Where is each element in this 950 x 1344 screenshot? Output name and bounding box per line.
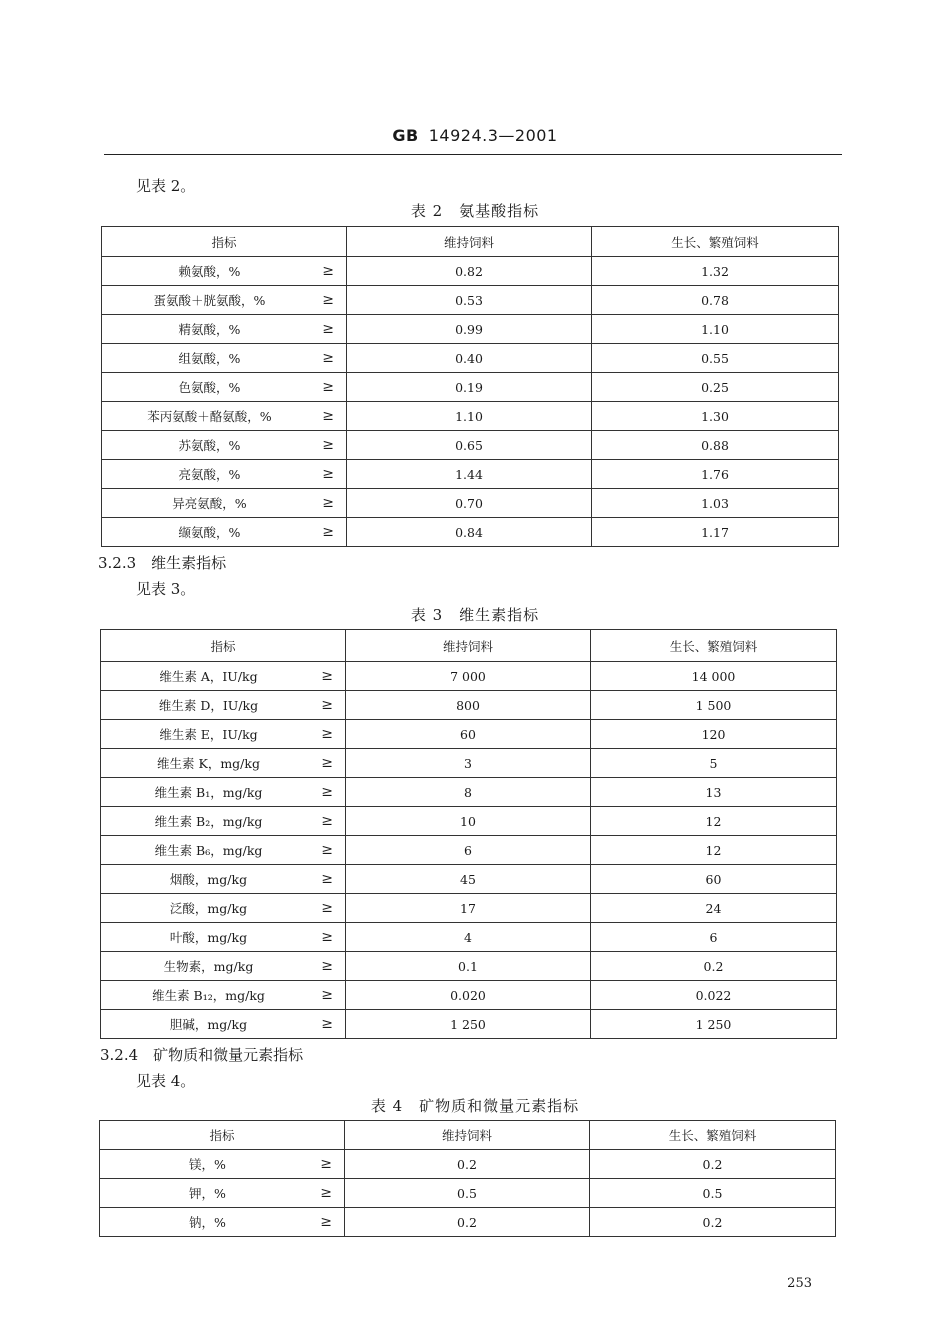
indicator-cell bbox=[100, 1208, 345, 1237]
column-header: 维持饲料 bbox=[347, 227, 592, 257]
comparison-operator: ≥ bbox=[321, 784, 333, 800]
indicator-cell bbox=[101, 778, 346, 807]
table-row bbox=[101, 662, 837, 691]
column-header: 指标 bbox=[101, 630, 346, 662]
table2-caption: 表 2 氨基酸指标 bbox=[410, 202, 540, 220]
comparison-operator: ≥ bbox=[321, 987, 333, 1003]
growth-breeding-feed-value: 12 bbox=[591, 836, 837, 865]
maintenance-feed-value: 0.82 bbox=[347, 257, 592, 286]
table-row bbox=[102, 460, 839, 489]
page-number: 253 bbox=[787, 1276, 812, 1291]
growth-breeding-feed-value: 12 bbox=[591, 807, 837, 836]
growth-breeding-feed-value: 1 250 bbox=[591, 1010, 837, 1039]
indicator-cell bbox=[102, 344, 347, 373]
indicator-name: 钾，% bbox=[189, 1186, 226, 1201]
maintenance-feed-value: 0.19 bbox=[347, 373, 592, 402]
indicator-name: 维生素 E，IU/kg bbox=[159, 727, 258, 742]
table3-caption: 表 3 维生素指标 bbox=[410, 606, 540, 624]
comparison-operator: ≥ bbox=[322, 292, 334, 308]
comparison-operator: ≥ bbox=[321, 842, 333, 858]
indicator-name: 苏氨酸，% bbox=[178, 438, 241, 453]
table-row bbox=[102, 344, 839, 373]
indicator-name: 泛酸，mg/kg bbox=[169, 901, 248, 916]
indicator-cell bbox=[102, 518, 347, 547]
column-header: 生长、繁殖饲料 bbox=[590, 1121, 836, 1150]
indicator-cell bbox=[102, 257, 347, 286]
maintenance-feed-value: 7 000 bbox=[346, 662, 591, 691]
comparison-operator: ≥ bbox=[322, 263, 334, 279]
table-header-row bbox=[101, 630, 837, 662]
comparison-operator: ≥ bbox=[321, 958, 333, 974]
column-header: 指标 bbox=[102, 227, 347, 257]
table-row bbox=[101, 778, 837, 807]
indicator-cell bbox=[101, 807, 346, 836]
growth-breeding-feed-value: 6 bbox=[591, 923, 837, 952]
table-row bbox=[101, 691, 837, 720]
indicator-cell bbox=[101, 894, 346, 923]
table-row bbox=[101, 749, 837, 778]
page-header bbox=[0, 126, 950, 145]
indicator-name: 维生素 A，IU/kg bbox=[159, 669, 258, 684]
indicator-name: 组氨酸，% bbox=[178, 351, 241, 366]
comparison-operator: ≥ bbox=[321, 755, 333, 771]
indicator-name: 色氨酸，% bbox=[178, 380, 241, 395]
table-row bbox=[101, 836, 837, 865]
comparison-operator: ≥ bbox=[321, 813, 333, 829]
maintenance-feed-value: 45 bbox=[346, 865, 591, 894]
indicator-cell bbox=[101, 1010, 346, 1039]
maintenance-feed-value: 1 250 bbox=[346, 1010, 591, 1039]
table-row bbox=[101, 865, 837, 894]
column-header: 维持饲料 bbox=[346, 630, 591, 662]
indicator-name: 蛋氨酸＋胱氨酸，% bbox=[153, 293, 266, 308]
indicator-name: 精氨酸，% bbox=[178, 322, 241, 337]
table-row bbox=[102, 402, 839, 431]
maintenance-feed-value: 0.40 bbox=[347, 344, 592, 373]
indicator-name: 维生素 D，IU/kg bbox=[158, 698, 259, 713]
standard-number: 14924.3—2001 bbox=[428, 126, 558, 145]
table-row bbox=[101, 981, 837, 1010]
table4-caption: 表 4 矿物质和微量元素指标 bbox=[370, 1097, 580, 1115]
maintenance-feed-value: 3 bbox=[346, 749, 591, 778]
table4-reference: 见表 4。 bbox=[136, 1072, 196, 1090]
growth-breeding-feed-value: 5 bbox=[591, 749, 837, 778]
comparison-operator: ≥ bbox=[320, 1185, 332, 1201]
maintenance-feed-value: 0.020 bbox=[346, 981, 591, 1010]
indicator-name: 生物素，mg/kg bbox=[163, 959, 254, 974]
indicator-name: 钠，% bbox=[189, 1215, 226, 1230]
amino-acid-table bbox=[101, 226, 839, 547]
indicator-name: 烟酸，mg/kg bbox=[169, 872, 248, 887]
table-row bbox=[101, 923, 837, 952]
section-3-2-3-heading: 3.2.3 维生素指标 bbox=[98, 554, 227, 572]
maintenance-feed-value: 0.1 bbox=[346, 952, 591, 981]
maintenance-feed-value: 0.70 bbox=[347, 489, 592, 518]
table3-reference: 见表 3。 bbox=[136, 580, 196, 598]
table-row bbox=[101, 807, 837, 836]
maintenance-feed-value: 60 bbox=[346, 720, 591, 749]
table-row bbox=[101, 720, 837, 749]
indicator-name: 维生素 B₁，mg/kg bbox=[154, 785, 263, 800]
table-row bbox=[101, 1010, 837, 1039]
maintenance-feed-value: 0.2 bbox=[345, 1208, 590, 1237]
maintenance-feed-value: 0.53 bbox=[347, 286, 592, 315]
comparison-operator: ≥ bbox=[320, 1156, 332, 1172]
maintenance-feed-value: 1.44 bbox=[347, 460, 592, 489]
growth-breeding-feed-value: 1.76 bbox=[592, 460, 839, 489]
indicator-cell bbox=[101, 923, 346, 952]
maintenance-feed-value: 800 bbox=[346, 691, 591, 720]
growth-breeding-feed-value: 0.2 bbox=[590, 1208, 836, 1237]
table-row bbox=[102, 373, 839, 402]
growth-breeding-feed-value: 13 bbox=[591, 778, 837, 807]
indicator-name: 镁，% bbox=[189, 1157, 226, 1172]
growth-breeding-feed-value: 24 bbox=[591, 894, 837, 923]
growth-breeding-feed-value: 1.17 bbox=[592, 518, 839, 547]
indicator-cell bbox=[101, 662, 346, 691]
comparison-operator: ≥ bbox=[322, 437, 334, 453]
indicator-cell bbox=[102, 315, 347, 344]
comparison-operator: ≥ bbox=[322, 524, 334, 540]
indicator-cell bbox=[101, 749, 346, 778]
table-row bbox=[102, 518, 839, 547]
indicator-name: 维生素 B₁₂，mg/kg bbox=[152, 988, 265, 1003]
table2-reference: 见表 2。 bbox=[136, 177, 196, 195]
maintenance-feed-value: 17 bbox=[346, 894, 591, 923]
table-row bbox=[102, 315, 839, 344]
section-3-2-4-heading: 3.2.4 矿物质和微量元素指标 bbox=[100, 1046, 304, 1064]
table-row bbox=[102, 431, 839, 460]
comparison-operator: ≥ bbox=[322, 379, 334, 395]
table-row bbox=[100, 1179, 836, 1208]
table-row bbox=[101, 952, 837, 981]
maintenance-feed-value: 8 bbox=[346, 778, 591, 807]
indicator-cell bbox=[102, 431, 347, 460]
indicator-name: 维生素 B₆，mg/kg bbox=[154, 843, 263, 858]
indicator-cell bbox=[102, 460, 347, 489]
indicator-cell bbox=[102, 402, 347, 431]
growth-breeding-feed-value: 1.32 bbox=[592, 257, 839, 286]
maintenance-feed-value: 4 bbox=[346, 923, 591, 952]
indicator-name: 维生素 K，mg/kg bbox=[157, 756, 260, 771]
comparison-operator: ≥ bbox=[322, 350, 334, 366]
comparison-operator: ≥ bbox=[322, 466, 334, 482]
growth-breeding-feed-value: 60 bbox=[591, 865, 837, 894]
growth-breeding-feed-value: 1.10 bbox=[592, 315, 839, 344]
growth-breeding-feed-value: 0.55 bbox=[592, 344, 839, 373]
growth-breeding-feed-value: 14 000 bbox=[591, 662, 837, 691]
indicator-cell bbox=[100, 1179, 345, 1208]
indicator-name: 亮氨酸，% bbox=[178, 467, 241, 482]
growth-breeding-feed-value: 1.03 bbox=[592, 489, 839, 518]
indicator-cell bbox=[100, 1150, 345, 1179]
comparison-operator: ≥ bbox=[322, 495, 334, 511]
indicator-name: 苯丙氨酸＋酪氨酸，% bbox=[147, 409, 272, 424]
growth-breeding-feed-value: 0.2 bbox=[591, 952, 837, 981]
table-row bbox=[102, 489, 839, 518]
table-header-row bbox=[102, 227, 839, 257]
comparison-operator: ≥ bbox=[321, 1016, 333, 1032]
comparison-operator: ≥ bbox=[320, 1214, 332, 1230]
table-row bbox=[100, 1150, 836, 1179]
indicator-name: 维生素 B₂，mg/kg bbox=[154, 814, 263, 829]
indicator-cell bbox=[102, 373, 347, 402]
comparison-operator: ≥ bbox=[322, 321, 334, 337]
table-header-row bbox=[100, 1121, 836, 1150]
column-header: 生长、繁殖饲料 bbox=[591, 630, 837, 662]
growth-breeding-feed-value: 0.25 bbox=[592, 373, 839, 402]
comparison-operator: ≥ bbox=[321, 726, 333, 742]
growth-breeding-feed-value: 0.2 bbox=[590, 1150, 836, 1179]
column-header: 指标 bbox=[100, 1121, 345, 1150]
table-row bbox=[100, 1208, 836, 1237]
comparison-operator: ≥ bbox=[321, 871, 333, 887]
comparison-operator: ≥ bbox=[321, 900, 333, 916]
growth-breeding-feed-value: 0.88 bbox=[592, 431, 839, 460]
maintenance-feed-value: 6 bbox=[346, 836, 591, 865]
growth-breeding-feed-value: 120 bbox=[591, 720, 837, 749]
maintenance-feed-value: 0.99 bbox=[347, 315, 592, 344]
table-row bbox=[102, 257, 839, 286]
standard-prefix: GB bbox=[392, 126, 419, 145]
comparison-operator: ≥ bbox=[322, 408, 334, 424]
indicator-cell bbox=[102, 286, 347, 315]
growth-breeding-feed-value: 0.5 bbox=[590, 1179, 836, 1208]
maintenance-feed-value: 1.10 bbox=[347, 402, 592, 431]
comparison-operator: ≥ bbox=[321, 929, 333, 945]
vitamin-table bbox=[100, 629, 837, 1039]
growth-breeding-feed-value: 1.30 bbox=[592, 402, 839, 431]
comparison-operator: ≥ bbox=[321, 697, 333, 713]
indicator-name: 异亮氨酸，% bbox=[172, 496, 247, 511]
maintenance-feed-value: 10 bbox=[346, 807, 591, 836]
indicator-cell bbox=[101, 952, 346, 981]
indicator-name: 赖氨酸，% bbox=[178, 264, 241, 279]
growth-breeding-feed-value: 0.78 bbox=[592, 286, 839, 315]
column-header: 生长、繁殖饲料 bbox=[592, 227, 839, 257]
indicator-cell bbox=[101, 691, 346, 720]
growth-breeding-feed-value: 1 500 bbox=[591, 691, 837, 720]
indicator-name: 叶酸，mg/kg bbox=[169, 930, 248, 945]
comparison-operator: ≥ bbox=[321, 668, 333, 684]
column-header: 维持饲料 bbox=[345, 1121, 590, 1150]
growth-breeding-feed-value: 0.022 bbox=[591, 981, 837, 1010]
mineral-table bbox=[99, 1120, 836, 1237]
header-rule bbox=[104, 154, 842, 155]
maintenance-feed-value: 0.2 bbox=[345, 1150, 590, 1179]
table-row bbox=[102, 286, 839, 315]
maintenance-feed-value: 0.5 bbox=[345, 1179, 590, 1208]
indicator-cell bbox=[102, 489, 347, 518]
indicator-cell bbox=[101, 720, 346, 749]
table-row bbox=[101, 894, 837, 923]
indicator-cell bbox=[101, 865, 346, 894]
maintenance-feed-value: 0.65 bbox=[347, 431, 592, 460]
maintenance-feed-value: 0.84 bbox=[347, 518, 592, 547]
indicator-cell bbox=[101, 981, 346, 1010]
indicator-name: 胆碱，mg/kg bbox=[169, 1017, 248, 1032]
indicator-name: 缬氨酸，% bbox=[178, 525, 241, 540]
indicator-cell bbox=[101, 836, 346, 865]
